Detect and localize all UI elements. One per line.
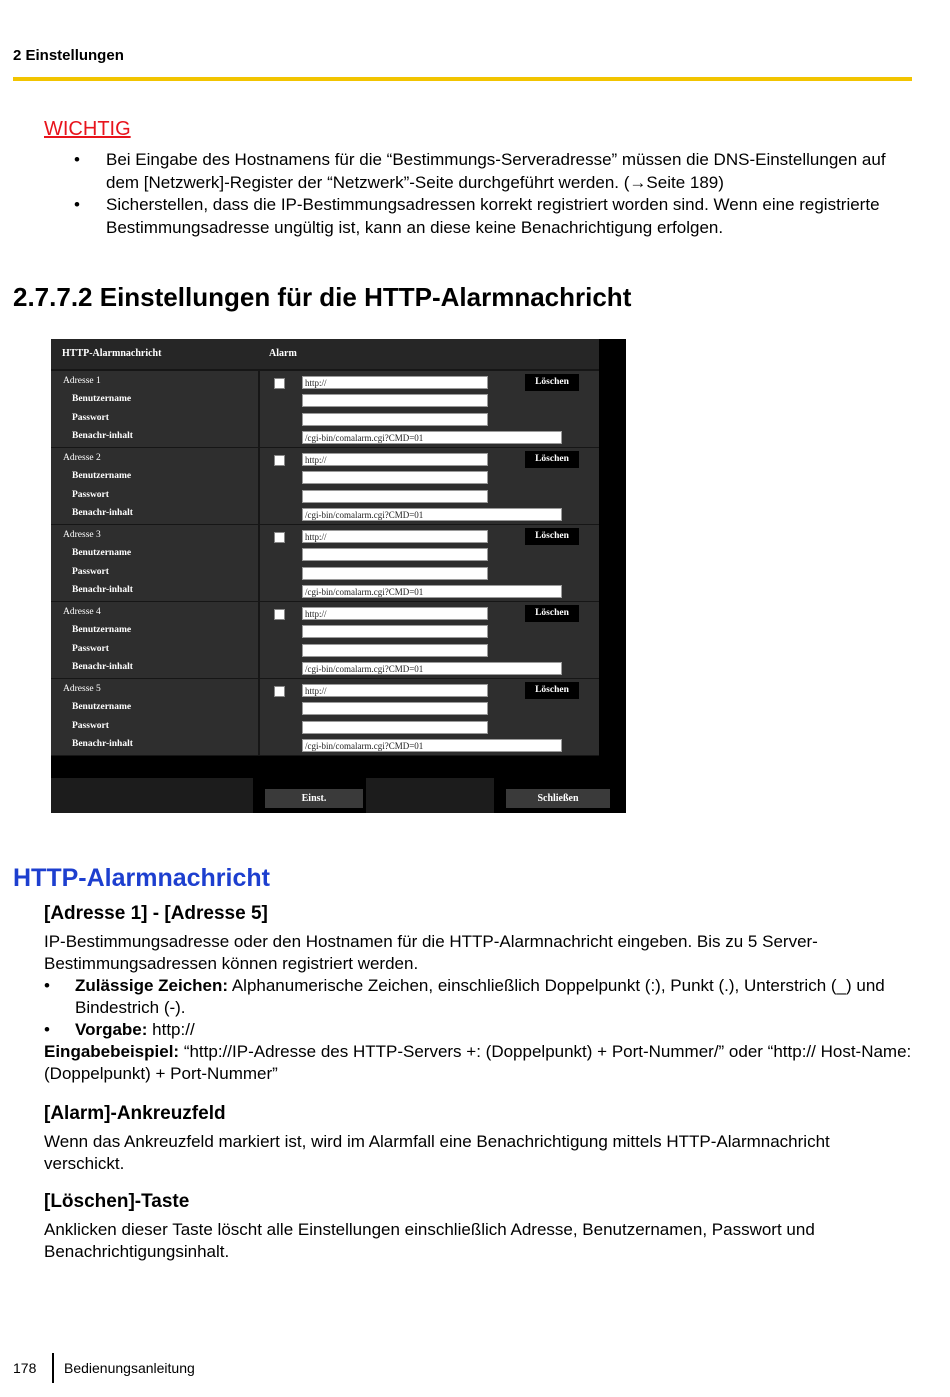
default-label: Vorgabe: xyxy=(75,1020,148,1039)
user-input[interactable] xyxy=(302,702,488,715)
address-text: IP-Bestimmungsadresse oder den Hostnamen für die HTTP-Alarmnachricht eingeben. Bis zu 5 Server-Bestimmungsadressen können registriert werden. xyxy=(44,932,818,973)
settings-screenshot xyxy=(51,339,626,813)
bullet-glyph: • xyxy=(74,150,80,169)
content-input[interactable]: /cgi-bin/comalarm.cgi?CMD=01 xyxy=(302,431,562,444)
alarm-checkbox[interactable] xyxy=(274,455,285,466)
allowed-chars-text: Alphanumerische Zeichen, einschließlich Doppelpunkt (:), Punkt (.), Unterstrich (_) und Bindestrich (-). xyxy=(75,976,885,1017)
content-label: Benachr-inhalt xyxy=(72,739,133,749)
alarm-checkbox[interactable] xyxy=(274,378,285,389)
header-rule xyxy=(13,77,912,81)
alarm-checkbox[interactable] xyxy=(274,609,285,620)
important-item xyxy=(44,194,914,239)
example-label: Eingabebeispiel: xyxy=(44,1042,180,1061)
delete-button[interactable]: Löschen xyxy=(525,451,579,468)
important-item xyxy=(44,149,914,194)
example-line xyxy=(44,1041,914,1085)
address-input[interactable]: http:// xyxy=(302,684,488,697)
page-number: 178 xyxy=(13,1360,37,1376)
address-heading: [Adresse 1] - [Adresse 5] xyxy=(44,903,268,924)
content-label: Benachr-inhalt xyxy=(72,585,133,595)
address-label: Adresse 1 xyxy=(63,376,101,386)
settings-table xyxy=(51,339,599,756)
important-title: WICHTIG xyxy=(44,118,131,140)
password-input[interactable] xyxy=(302,490,488,503)
bullet-glyph: • xyxy=(44,1020,50,1039)
content-label: Benachr-inhalt xyxy=(72,662,133,672)
important-list xyxy=(44,149,914,239)
address-row-2 xyxy=(51,448,599,524)
user-label: Benutzername xyxy=(72,702,132,712)
alarm-checkbox[interactable] xyxy=(274,532,285,543)
password-label: Passwort xyxy=(72,413,109,423)
password-input[interactable] xyxy=(302,413,488,426)
user-input[interactable] xyxy=(302,625,488,638)
delete-text: Anklicken dieser Taste löscht alle Einstellungen einschließlich Adresse, Benutzernamen, Passwort und Benachrichtigungsinhalt. xyxy=(44,1220,815,1261)
delete-button[interactable]: Löschen xyxy=(525,682,579,699)
address-row-5 xyxy=(51,679,599,755)
content-label: Benachr-inhalt xyxy=(72,508,133,518)
address-input[interactable]: http:// xyxy=(302,376,488,389)
example-text: “http://IP-Adresse des HTTP-Servers +: (Doppelpunkt) + Port-Nummer/” oder “http:// Host-Name: (Doppelpunkt) + Port-Nummer” xyxy=(44,1042,912,1083)
section-title: 2.7.7.2 Einstellungen für die HTTP-Alarmnachricht xyxy=(13,282,632,312)
chapter-header: 2 Einstellungen xyxy=(13,47,124,64)
address-input[interactable]: http:// xyxy=(302,607,488,620)
address-row-1 xyxy=(51,371,599,447)
password-input[interactable] xyxy=(302,644,488,657)
user-label: Benutzername xyxy=(72,394,132,404)
user-input[interactable] xyxy=(302,394,488,407)
password-label: Passwort xyxy=(72,567,109,577)
address-label: Adresse 4 xyxy=(63,607,101,617)
address-description xyxy=(44,931,914,1085)
delete-heading: [Löschen]-Taste xyxy=(44,1191,190,1212)
address-row-4 xyxy=(51,602,599,678)
default-item xyxy=(44,1019,914,1041)
content-label: Benachr-inhalt xyxy=(72,431,133,441)
delete-button[interactable]: Löschen xyxy=(525,528,579,545)
important-item-text: Sicherstellen, dass die IP-Bestimmungsadressen korrekt registriert worden sind. Wenn eine registrierte Bestimmungsadresse ungültig ist, kann an diese keine Benachrichtigung erfolgen. xyxy=(106,195,880,237)
bullet-glyph: • xyxy=(74,195,80,214)
content-input[interactable]: /cgi-bin/comalarm.cgi?CMD=01 xyxy=(302,508,562,521)
button-bar-segment xyxy=(51,778,253,813)
http-section-title: HTTP-Alarmnachricht xyxy=(13,864,270,892)
user-label: Benutzername xyxy=(72,548,132,558)
password-label: Passwort xyxy=(72,644,109,654)
alarm-text: Wenn das Ankreuzfeld markiert ist, wird im Alarmfall eine Benachrichtigung mittels HTTP-Alarmnachricht verschickt. xyxy=(44,1132,830,1173)
user-label: Benutzername xyxy=(72,471,132,481)
content-input[interactable]: /cgi-bin/comalarm.cgi?CMD=01 xyxy=(302,662,562,675)
password-input[interactable] xyxy=(302,567,488,580)
content-input[interactable]: /cgi-bin/comalarm.cgi?CMD=01 xyxy=(302,739,562,752)
address-input[interactable]: http:// xyxy=(302,530,488,543)
delete-button[interactable]: Löschen xyxy=(525,374,579,391)
password-label: Passwort xyxy=(72,721,109,731)
content-input[interactable]: /cgi-bin/comalarm.cgi?CMD=01 xyxy=(302,585,562,598)
default-text: http:// xyxy=(147,1020,195,1039)
allowed-chars-item xyxy=(44,975,914,1019)
address-input[interactable]: http:// xyxy=(302,453,488,466)
address-label: Adresse 3 xyxy=(63,530,101,540)
allowed-chars-label: Zulässige Zeichen: xyxy=(75,976,229,995)
bullet-glyph: • xyxy=(44,976,50,995)
address-label: Adresse 5 xyxy=(63,684,101,694)
header-alarm: Alarm xyxy=(269,348,297,359)
document-title: Bedienungsanleitung xyxy=(64,1360,195,1376)
user-input[interactable] xyxy=(302,471,488,484)
alarm-checkbox[interactable] xyxy=(274,686,285,697)
button-bar-segment xyxy=(366,778,494,813)
close-button[interactable]: Schließen xyxy=(506,789,610,808)
user-label: Benutzername xyxy=(72,625,132,635)
footer-separator xyxy=(52,1353,54,1383)
password-input[interactable] xyxy=(302,721,488,734)
address-label: Adresse 2 xyxy=(63,453,101,463)
user-input[interactable] xyxy=(302,548,488,561)
address-row-3 xyxy=(51,525,599,601)
alarm-heading: [Alarm]-Ankreuzfeld xyxy=(44,1103,226,1124)
password-label: Passwort xyxy=(72,490,109,500)
set-button[interactable]: Einst. xyxy=(265,789,363,808)
delete-button[interactable]: Löschen xyxy=(525,605,579,622)
settings-table-header xyxy=(51,339,599,369)
header-http-alarm: HTTP-Alarmnachricht xyxy=(62,348,162,359)
important-item-text: Bei Eingabe des Hostnamens für die “Bestimmungs-Serveradresse” müssen die DNS-Einstellungen auf dem [Netzwerk]-Register der “Netzwerk”-Seite durchgeführt werden. (→Seite 189) xyxy=(106,150,886,192)
